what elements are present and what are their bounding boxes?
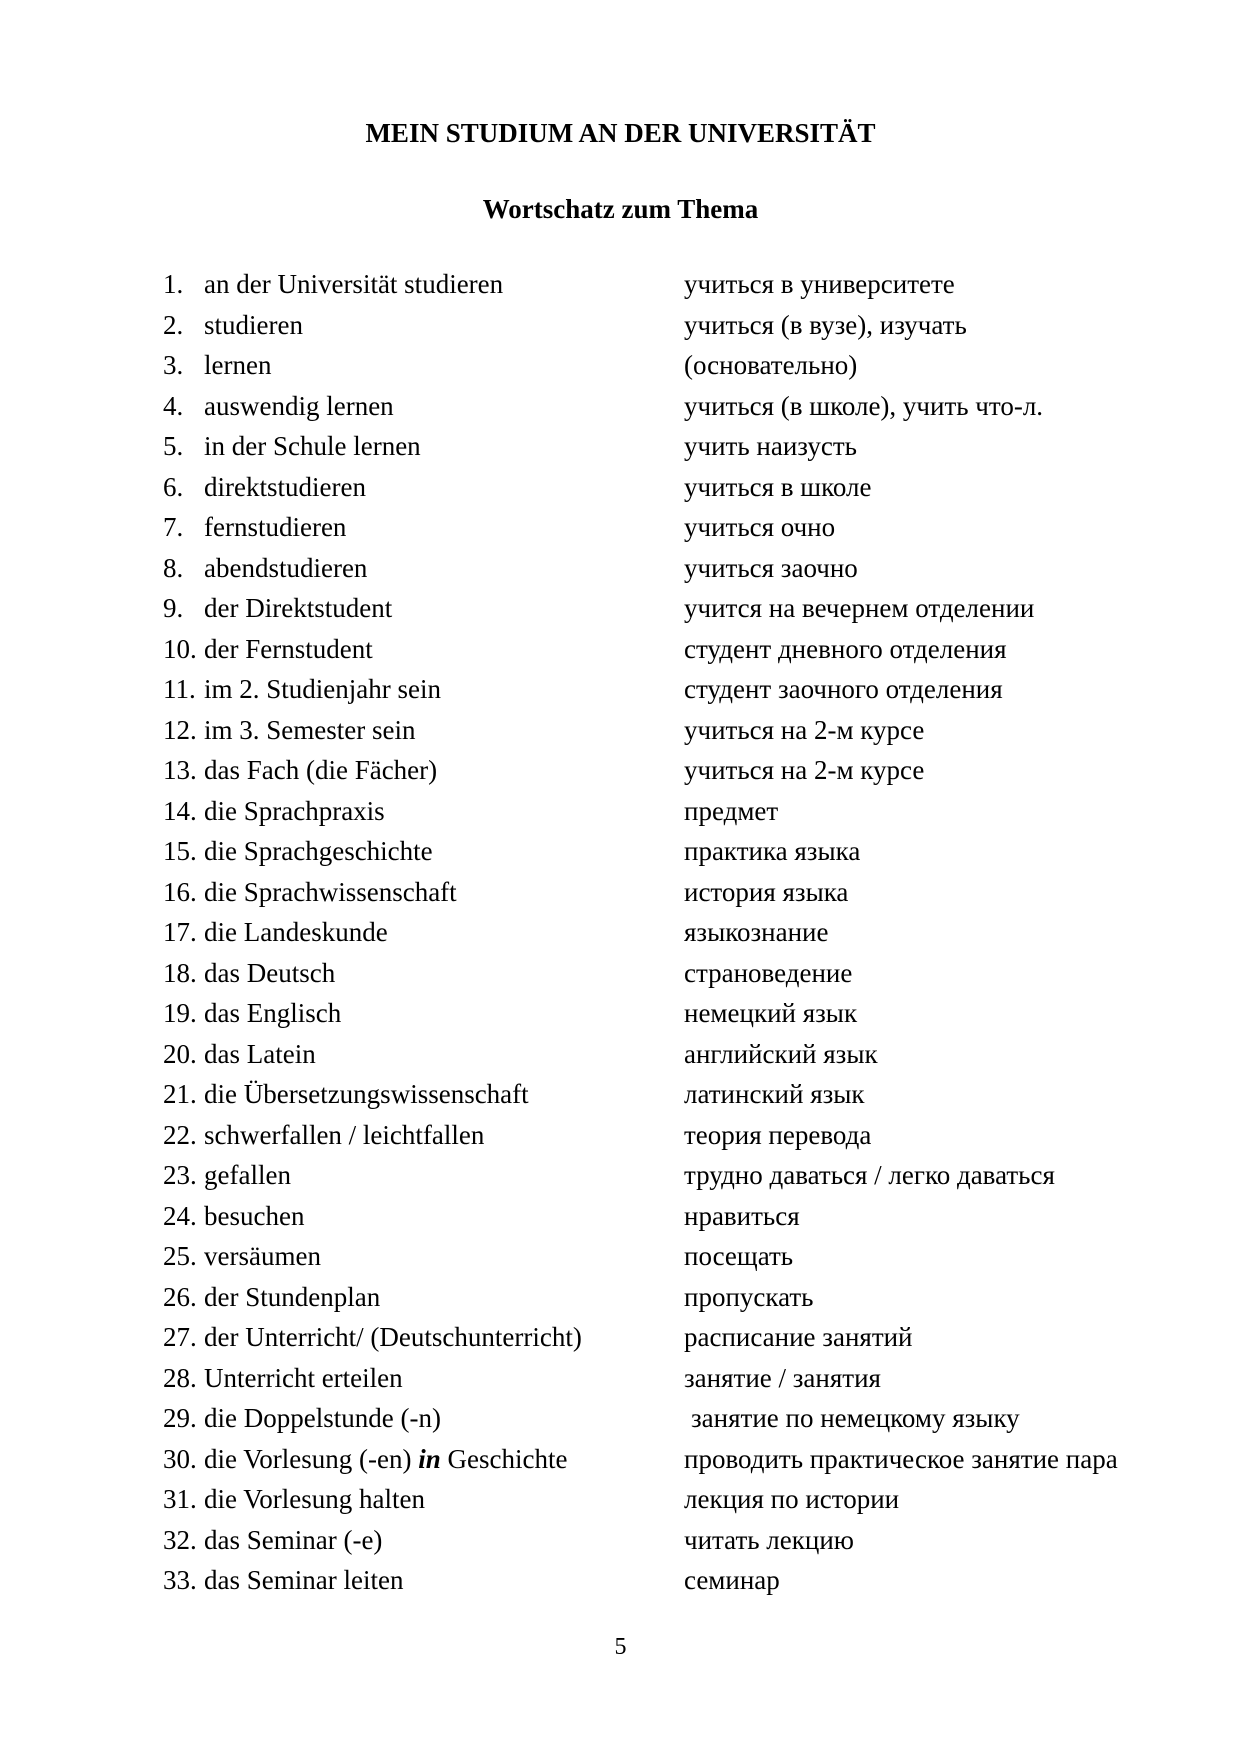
russian-translation: учиться очно [684, 512, 836, 542]
row-number: 6. [163, 471, 184, 502]
row-number: 11. [163, 674, 196, 704]
vocabulary-row [0, 550, 1241, 591]
vocabulary-row [0, 1441, 1241, 1482]
german-term: das Latein [204, 1038, 316, 1069]
vocabulary-row [0, 590, 1241, 631]
row-number: 32. [163, 1524, 197, 1555]
russian-translation: языкознание [684, 917, 829, 947]
vocabulary-row [0, 1076, 1241, 1117]
row-number: 2. [163, 309, 184, 340]
german-term: auswendig lernen [204, 390, 394, 421]
russian-translation: теория перевода [684, 1119, 872, 1150]
russian-translation: учить наизусть [684, 431, 857, 461]
vocabulary-row [0, 1319, 1241, 1360]
russian-translation: учиться (в школе), учить что-л. [684, 390, 1044, 421]
vocabulary-row [0, 793, 1241, 834]
russian-translation: расписание занятий [684, 1322, 913, 1352]
german-term: direktstudieren [204, 471, 366, 502]
russian-translation: учиться заочно [684, 552, 858, 583]
russian-translation: лекция по истории [684, 1484, 900, 1514]
russian-translation: учиться в школе [684, 471, 872, 502]
page-title: MEIN STUDIUM AN DER UNIVERSITÄT [365, 118, 876, 148]
vocabulary-row [0, 874, 1241, 915]
german-term: das Deutsch [204, 957, 336, 988]
vocabulary-row [0, 1198, 1241, 1239]
emphasized-preposition: in [418, 1443, 441, 1474]
vocabulary-row [0, 1522, 1241, 1563]
russian-translation: проводить практическое занятие пара [684, 1443, 1118, 1474]
vocabulary-list [0, 266, 1241, 1603]
row-number: 16. [163, 876, 197, 907]
german-term-part: die Vorlesung (-en) [204, 1443, 412, 1474]
vocabulary-row [0, 1036, 1241, 1077]
german-term: das Seminar leiten [204, 1565, 404, 1595]
german-term: die Sprachgeschichte [204, 836, 433, 866]
german-term: die Sprachpraxis [204, 795, 385, 826]
german-term: das Fach (die Fächer) [204, 755, 438, 785]
russian-translation: практика языка [684, 836, 861, 866]
row-number: 19. [163, 998, 197, 1028]
german-term-part: Geschichte [447, 1443, 568, 1474]
german-term: die Doppelstunde (-n) [204, 1403, 441, 1433]
row-number: 21. [163, 1079, 197, 1109]
german-term: der Direktstudent [204, 593, 393, 623]
vocabulary-row [0, 752, 1241, 793]
german-term [204, 1441, 567, 1477]
row-number: 18. [163, 957, 197, 988]
german-term: das Englisch [204, 998, 342, 1028]
german-term: im 2. Studienjahr sein [204, 674, 441, 704]
vocabulary-row [0, 388, 1241, 429]
row-number: 9. [163, 593, 184, 623]
vocabulary-row [0, 631, 1241, 672]
russian-translation: студент заочного отделения [684, 674, 1003, 704]
russian-translation: пропускать [684, 1281, 814, 1312]
vocabulary-row [0, 955, 1241, 996]
german-term: die Übersetzungswissenschaft [204, 1079, 529, 1109]
row-number: 30. [163, 1443, 197, 1474]
german-term: besuchen [204, 1200, 305, 1231]
vocabulary-row [0, 995, 1241, 1036]
vocabulary-row [0, 347, 1241, 388]
row-number: 7. [163, 512, 184, 542]
row-number: 24. [163, 1200, 197, 1231]
row-number: 29. [163, 1403, 197, 1433]
row-number: 3. [163, 350, 184, 380]
german-term: der Unterricht/ (Deutschunterricht) [204, 1322, 582, 1352]
vocabulary-row [0, 914, 1241, 955]
german-term: an der Universität studieren [204, 269, 504, 299]
russian-translation: учиться на 2-м курсе [684, 714, 925, 745]
german-term: in der Schule lernen [204, 431, 421, 461]
german-term: die Sprachwissenschaft [204, 876, 457, 907]
row-number: 33. [163, 1565, 197, 1595]
vocabulary-row [0, 1117, 1241, 1158]
vocabulary-row [0, 428, 1241, 469]
german-term: der Fernstudent [204, 633, 373, 664]
row-number: 4. [163, 390, 184, 421]
russian-translation: занятие по немецкому языку [691, 1403, 1020, 1433]
german-term: abendstudieren [204, 552, 368, 583]
row-number: 14. [163, 795, 197, 826]
russian-translation: учиться (в вузе), изучать [684, 309, 967, 340]
vocabulary-row [0, 1360, 1241, 1401]
page-number: 5 [614, 1634, 627, 1660]
russian-translation: учится на вечернем отделении [684, 593, 1035, 623]
row-number: 12. [163, 714, 197, 745]
russian-translation: история языка [684, 876, 849, 907]
row-number: 1. [163, 269, 184, 299]
vocabulary-row [0, 1279, 1241, 1320]
russian-translation: немецкий язык [684, 998, 858, 1028]
russian-translation: занятие / занятия [684, 1362, 881, 1393]
row-number: 5. [163, 431, 184, 461]
german-term: schwerfallen / leichtfallen [204, 1119, 485, 1150]
german-term: die Vorlesung halten [204, 1484, 425, 1514]
german-term: die Landeskunde [204, 917, 388, 947]
russian-translation: страноведение [684, 957, 853, 988]
row-number: 10. [163, 633, 197, 664]
russian-translation: читать лекцию [684, 1524, 854, 1555]
russian-translation: (основательно) [684, 350, 858, 380]
german-term: studieren [204, 309, 303, 340]
german-term: Unterricht erteilen [204, 1362, 403, 1393]
row-number: 31. [163, 1484, 197, 1514]
vocabulary-row [0, 1157, 1241, 1198]
german-term: fernstudieren [204, 512, 347, 542]
row-number: 20. [163, 1038, 197, 1069]
vocabulary-row [0, 712, 1241, 753]
russian-translation: латинский язык [684, 1079, 865, 1109]
section-subtitle: Wortschatz zum Thema [482, 194, 759, 224]
row-number: 25. [163, 1241, 197, 1271]
row-number: 17. [163, 917, 197, 947]
russian-translation: учиться в университете [684, 269, 955, 299]
row-number: 22. [163, 1119, 197, 1150]
german-term: das Seminar (-e) [204, 1524, 383, 1555]
vocabulary-row [0, 1481, 1241, 1522]
german-term: im 3. Semester sein [204, 714, 416, 745]
russian-translation: английский язык [684, 1038, 878, 1069]
vocabulary-row [0, 469, 1241, 510]
russian-translation: семинар [684, 1565, 780, 1595]
vocabulary-row [0, 509, 1241, 550]
vocabulary-row [0, 1562, 1241, 1603]
vocabulary-row [0, 307, 1241, 348]
vocabulary-row [0, 671, 1241, 712]
row-number: 15. [163, 836, 197, 866]
vocabulary-row [0, 833, 1241, 874]
russian-translation: нравиться [684, 1200, 800, 1231]
row-number: 8. [163, 552, 184, 583]
german-term: lernen [204, 350, 272, 380]
vocabulary-row [0, 1400, 1241, 1441]
russian-translation: студент дневного отделения [684, 633, 1007, 664]
row-number: 13. [163, 755, 197, 785]
vocabulary-row [0, 1238, 1241, 1279]
russian-translation: посещать [684, 1241, 794, 1271]
row-number: 23. [163, 1160, 197, 1190]
row-number: 28. [163, 1362, 197, 1393]
russian-translation: предмет [684, 795, 779, 826]
vocabulary-row [0, 266, 1241, 307]
russian-translation: трудно даваться / легко даваться [684, 1160, 1055, 1190]
german-term: versäumen [204, 1241, 321, 1271]
german-term: gefallen [204, 1160, 291, 1190]
row-number: 27. [163, 1322, 197, 1352]
row-number: 26. [163, 1281, 197, 1312]
russian-translation: учиться на 2-м курсе [684, 755, 925, 785]
german-term: der Stundenplan [204, 1281, 381, 1312]
